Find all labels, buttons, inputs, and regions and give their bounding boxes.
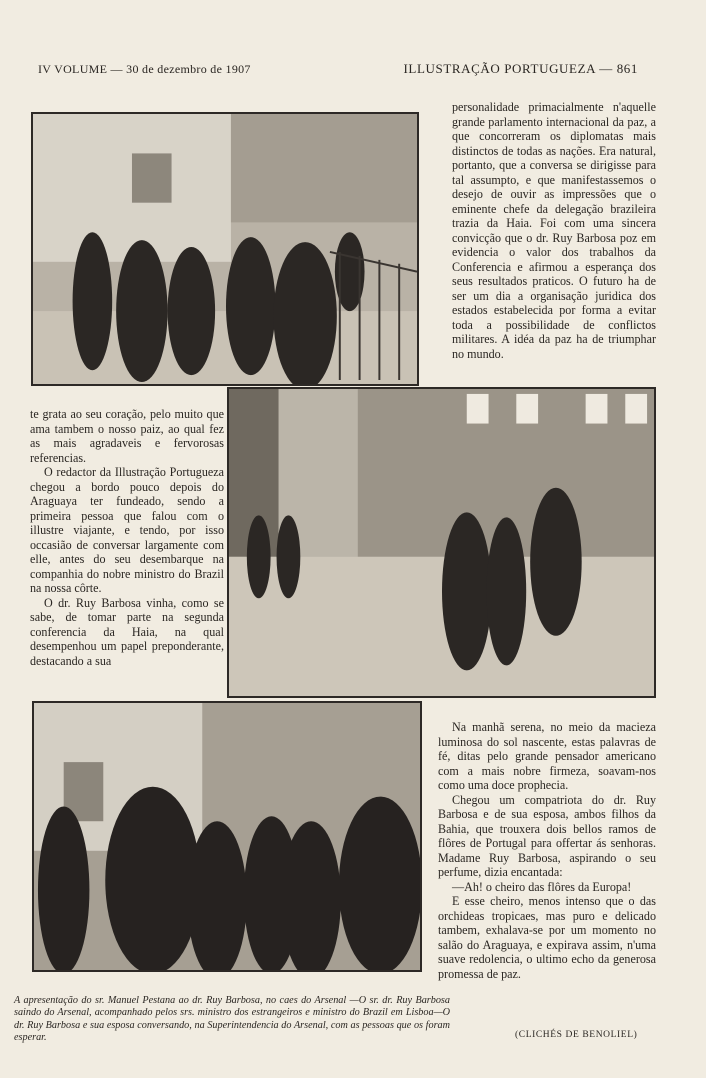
- paragraph: E esse cheiro, menos intenso que o das orchideas tropicaes, mas puro e delicado tambem, exhalava-se por um momento no salão do Araguaya, e expirava assim, n'uma suave redolencia, o ultimo echo da generosa promessa de paz.: [438, 894, 656, 981]
- paragraph: —Ah! o cheiro das flôres da Europa!: [452, 879, 632, 894]
- photo-superintendency-image: [34, 703, 420, 970]
- photo-credit: (CLICHÉS DE BENOLIEL): [515, 1030, 638, 1040]
- article-text-middle-left: [30, 407, 224, 668]
- page-header-volume-date: IV VOLUME — 30 de dezembro de 1907: [38, 62, 251, 76]
- article-text-top-right: [452, 100, 656, 361]
- paragraph: O redactor da Illustração Portugueza chegou a bordo pouco depois do Araguaya ter fundeado, sendo a primeira pessoa que falou com o illustre viajante, e tendo, por isso occasião de conversar largamente com elle, antes do seu desembarque na companhia do nobre ministro do Brazil na nossa côrte.: [30, 465, 224, 595]
- photo-superintendency: [32, 701, 422, 972]
- photo-caption: A apresentação do sr. Manuel Pestana ao dr. Ruy Barbosa, no caes do Arsenal —O sr. dr. Ruy Barbosa saindo do Arsenal, acompanhado pelos srs. ministro dos estrangeiros e ministro do Brazil em Lisboa—O dr. Ruy Barbosa e sua esposa conversando, na Superintendencia do Arsenal, com as pessoas que os foram esperar.: [14, 995, 450, 1043]
- article-text-bottom-right: [438, 720, 656, 981]
- photo-quay-presentation-image: [33, 114, 417, 384]
- page-header-title-page-number: ILLUSTRAÇÃO PORTUGUEZA — 861: [403, 61, 638, 76]
- paragraph: Na manhã serena, no meio da macieza luminosa do sol nascente, estas palavras de fé, ditas pelo grande pensador americano com a mais nobre firmeza, soavam-nos como uma doce prophecia.: [438, 720, 656, 792]
- photo-leaving-arsenal-image: [229, 389, 654, 696]
- photo-leaving-arsenal: [227, 387, 656, 698]
- paragraph: personalidade primacialmente n'aquelle grande parlamento internacional da paz, a que concorreram os diplomatas mais distinctos de todas as nações. Era natural, portanto, que a conversa se dirigisse para tal assumpto, e que manifestassemos o desejo de ouvir as impressões que o eminente chefe da delegação brazileira trazia da Haia. Foi com uma sincera convicção que o dr. Ruy Barbosa poz em evidencia o valor dos trabalhos da Conferencia e afirmou a esperança dos seus resultados praticos. O futuro ha de ser um dia a organisação juridica dos estados estabelecida por forma a evitar toda a possibilidade de conflictos militares. A idéa da paz ha de triumphar no mundo.: [452, 100, 656, 361]
- paragraph: Chegou um compatriota do dr. Ruy Barbosa e de sua esposa, ambos filhos da Bahia, que trouxera dois bellos ramos de flôres de Portugal para offertar ás senhoras. Madame Ruy Barbosa, aspirando o seu perfume, dizia encantada:: [438, 792, 656, 879]
- paragraph: O dr. Ruy Barbosa vinha, como se sabe, de tomar parte na segunda conferencia da Haia, na qual desempenhou um papel preponderante, destacando a sua: [30, 595, 224, 668]
- photo-quay-presentation: [31, 112, 419, 386]
- paragraph: te grata ao seu coração, pelo muito que ama tambem o nosso paiz, ao qual fez as mais agradaveis e fervorosas referencias.: [30, 407, 224, 465]
